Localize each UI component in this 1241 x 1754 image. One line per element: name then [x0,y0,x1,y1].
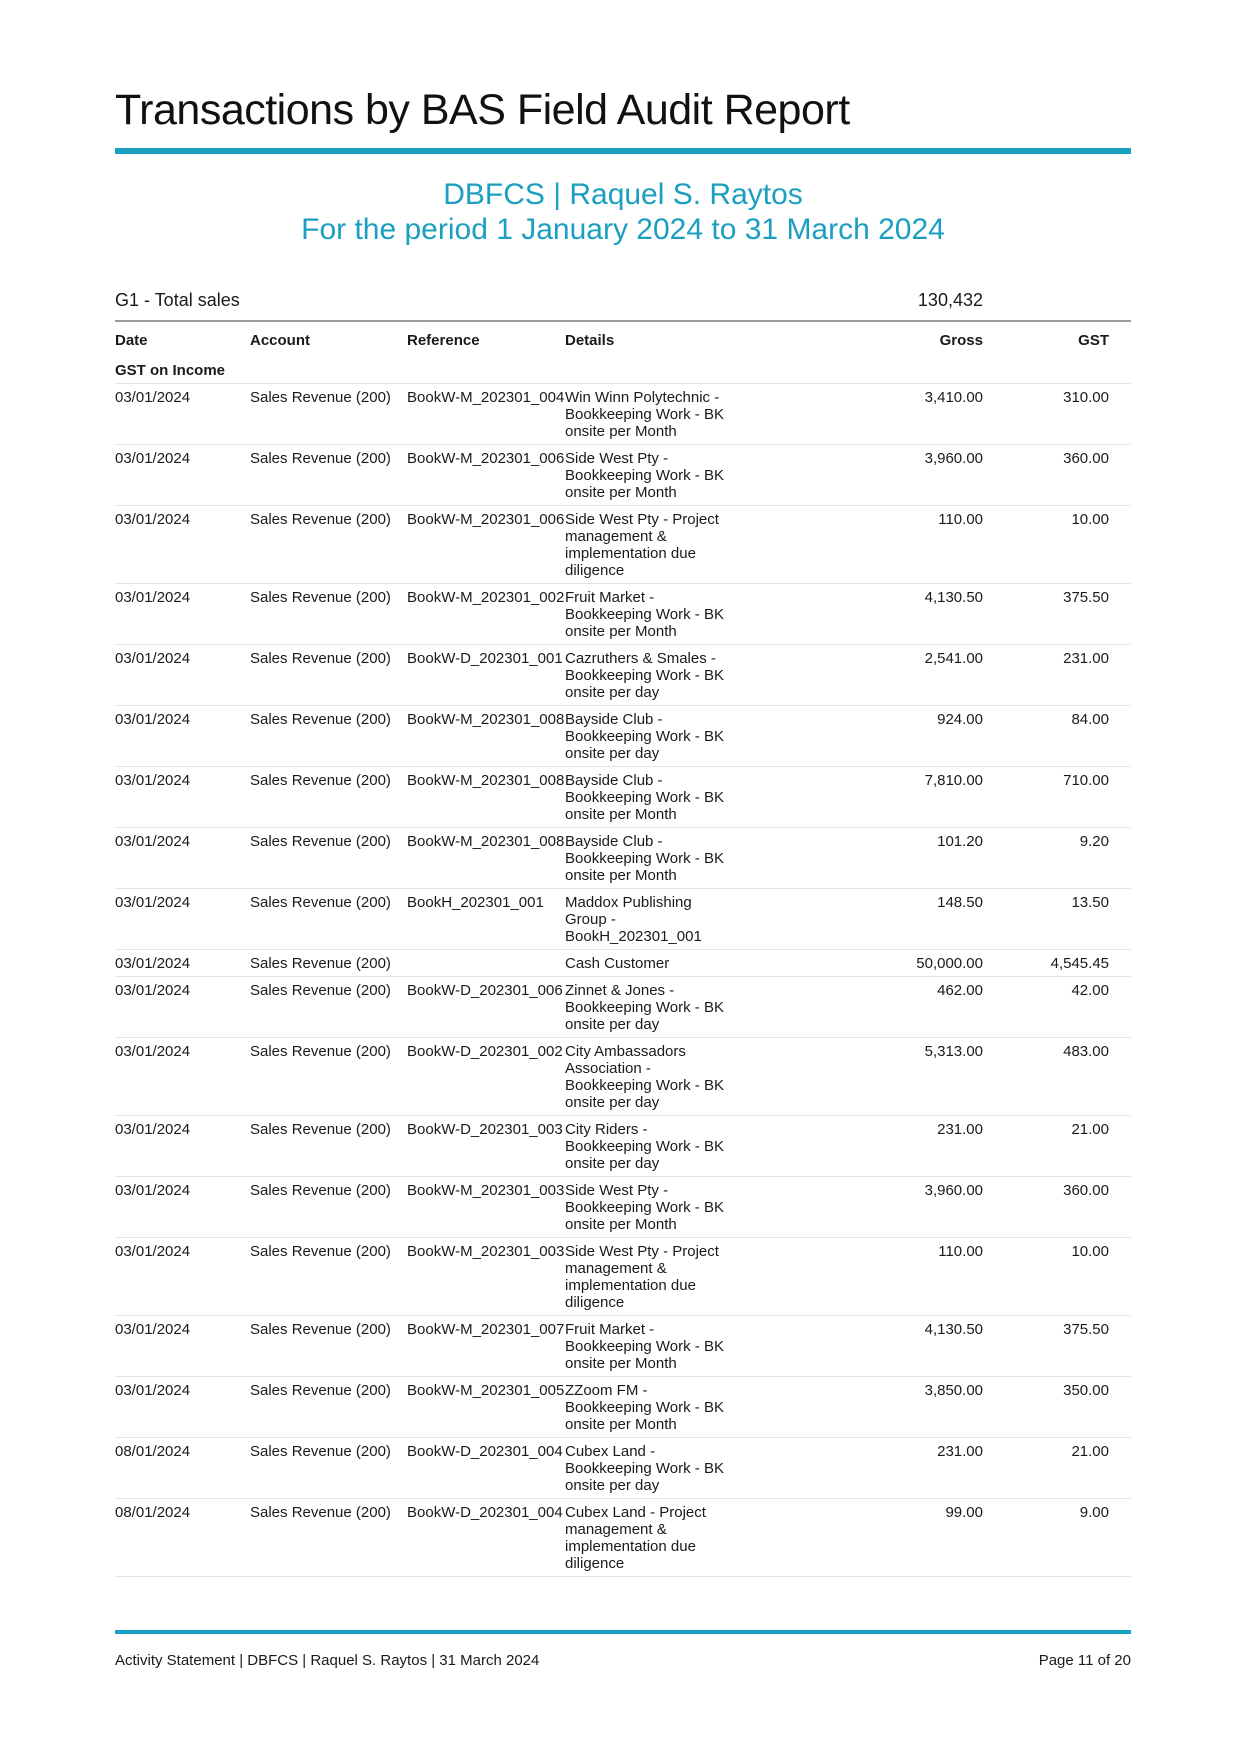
cell-reference: BookW-M_202301_003 [407,1177,565,1238]
cell-gross: 110.00 [735,1238,983,1316]
cell-gst: 231.00 [983,645,1109,706]
cell-date: 03/01/2024 [115,1038,250,1116]
cell-gst: 84.00 [983,706,1109,767]
cell-reference: BookW-D_202301_002 [407,1038,565,1116]
cell-gross: 924.00 [735,706,983,767]
section-label: G1 - Total sales [115,290,240,310]
table-row [115,445,1131,506]
cell-gross: 50,000.00 [735,950,983,977]
cell-details: Side West Pty - Project management & implementation due diligence [565,1238,735,1316]
cell-spacer [1109,767,1131,828]
table-row [115,1316,1131,1377]
cell-spacer [1109,645,1131,706]
cell-account: Sales Revenue (200) [250,1499,407,1577]
cell-gross: 3,960.00 [735,1177,983,1238]
cell-date: 03/01/2024 [115,1116,250,1177]
cell-gross: 5,313.00 [735,1038,983,1116]
table-row [115,1238,1131,1316]
cell-gross: 462.00 [735,977,983,1038]
cell-reference: BookH_202301_001 [407,889,565,950]
cell-reference: BookW-M_202301_008 [407,828,565,889]
cell-gross: 99.00 [735,1499,983,1577]
column-header-date: Date [115,331,148,349]
cell-spacer [1109,1499,1131,1577]
cell-date: 08/01/2024 [115,1499,250,1577]
table-row [115,767,1131,828]
cell-gross: 4,130.50 [735,1316,983,1377]
group-row [115,360,1131,384]
cell-date: 03/01/2024 [115,767,250,828]
cell-spacer [1109,1438,1131,1499]
cell-details: Win Winn Polytechnic - Bookkeeping Work - BK onsite per Month [565,384,735,445]
cell-reference: BookW-D_202301_003 [407,1116,565,1177]
table-row [115,950,1131,977]
cell-gross: 7,810.00 [735,767,983,828]
table-row [115,1377,1131,1438]
cell-date: 03/01/2024 [115,1377,250,1438]
cell-details: ZZoom FM - Bookkeeping Work - BK onsite per Month [565,1377,735,1438]
cell-date: 03/01/2024 [115,1177,250,1238]
cell-gross: 148.50 [735,889,983,950]
cell-gross: 231.00 [735,1438,983,1499]
cell-spacer [1109,445,1131,506]
cell-date: 08/01/2024 [115,1438,250,1499]
transactions-table [115,326,1131,1577]
cell-gst: 350.00 [983,1377,1109,1438]
cell-date: 03/01/2024 [115,950,250,977]
column-header-spacer [1109,326,1131,360]
cell-account: Sales Revenue (200) [250,950,407,977]
cell-reference: BookW-M_202301_007 [407,1316,565,1377]
cell-spacer [1109,584,1131,645]
cell-details: Cash Customer [565,950,735,977]
cell-spacer [1109,1238,1131,1316]
organisation-subtitle: DBFCS | Raquel S. Raytos [443,178,803,211]
cell-spacer [1109,1177,1131,1238]
cell-account: Sales Revenue (200) [250,445,407,506]
cell-details: Cubex Land - Bookkeeping Work - BK onsite per day [565,1438,735,1499]
table-row [115,889,1131,950]
cell-spacer [1109,828,1131,889]
cell-gst: 710.00 [983,767,1109,828]
cell-gst: 360.00 [983,445,1109,506]
cell-gst: 13.50 [983,889,1109,950]
cell-reference: BookW-M_202301_002 [407,584,565,645]
cell-spacer [1109,889,1131,950]
table-row [115,1499,1131,1577]
column-header-account: Account [250,331,310,349]
cell-spacer [1109,1038,1131,1116]
cell-gross: 3,410.00 [735,384,983,445]
cell-account: Sales Revenue (200) [250,828,407,889]
cell-details: Bayside Club - Bookkeeping Work - BK onsite per Month [565,828,735,889]
cell-account: Sales Revenue (200) [250,1377,407,1438]
cell-reference: BookW-D_202301_001 [407,645,565,706]
cell-account: Sales Revenue (200) [250,889,407,950]
cell-gst: 10.00 [983,506,1109,584]
cell-details: Side West Pty - Bookkeeping Work - BK onsite per Month [565,445,735,506]
cell-account: Sales Revenue (200) [250,767,407,828]
footer-statement: Activity Statement | DBFCS | Raquel S. Raytos | 31 March 2024 [115,1652,540,1669]
cell-gross: 4,130.50 [735,584,983,645]
cell-spacer [1109,706,1131,767]
cell-spacer [1109,1116,1131,1177]
cell-reference: BookW-M_202301_006 [407,445,565,506]
cell-gst: 483.00 [983,1038,1109,1116]
table-row [115,1438,1131,1499]
report-title: Transactions by BAS Field Audit Report [115,86,850,134]
cell-details: Bayside Club - Bookkeeping Work - BK onsite per day [565,706,735,767]
cell-gst: 310.00 [983,384,1109,445]
cell-reference: BookW-M_202301_008 [407,706,565,767]
cell-date: 03/01/2024 [115,645,250,706]
cell-details: Cazruthers & Smales - Bookkeeping Work - BK onsite per day [565,645,735,706]
cell-reference: BookW-M_202301_004 [407,384,565,445]
cell-date: 03/01/2024 [115,706,250,767]
cell-account: Sales Revenue (200) [250,384,407,445]
cell-account: Sales Revenue (200) [250,706,407,767]
cell-date: 03/01/2024 [115,1238,250,1316]
cell-spacer [1109,384,1131,445]
cell-gst: 9.00 [983,1499,1109,1577]
cell-details: Fruit Market - Bookkeeping Work - BK onsite per Month [565,1316,735,1377]
cell-spacer [1109,1316,1131,1377]
cell-reference: BookW-M_202301_006 [407,506,565,584]
cell-gst: 21.00 [983,1116,1109,1177]
cell-reference: BookW-M_202301_003 [407,1238,565,1316]
cell-gross: 101.20 [735,828,983,889]
table-row [115,1116,1131,1177]
cell-details: Maddox Publishing Group - BookH_202301_001 [565,889,735,950]
cell-gst: 9.20 [983,828,1109,889]
cell-details: Zinnet & Jones - Bookkeeping Work - BK onsite per day [565,977,735,1038]
table-row [115,384,1131,445]
cell-gst: 360.00 [983,1177,1109,1238]
cell-reference: BookW-D_202301_004 [407,1499,565,1577]
column-header-gst: GST [1078,331,1109,349]
table-row [115,584,1131,645]
cell-details: City Riders - Bookkeeping Work - BK onsite per day [565,1116,735,1177]
cell-reference [407,950,565,977]
group-label: GST on Income [115,360,1131,384]
table-row [115,828,1131,889]
cell-account: Sales Revenue (200) [250,1116,407,1177]
cell-spacer [1109,950,1131,977]
cell-account: Sales Revenue (200) [250,645,407,706]
cell-gst: 10.00 [983,1238,1109,1316]
section-header [115,290,1131,322]
cell-date: 03/01/2024 [115,584,250,645]
cell-gst: 375.50 [983,584,1109,645]
cell-date: 03/01/2024 [115,384,250,445]
cell-gst: 21.00 [983,1438,1109,1499]
cell-account: Sales Revenue (200) [250,1238,407,1316]
cell-details: Cubex Land - Project management & implementation due diligence [565,1499,735,1577]
cell-reference: BookW-D_202301_006 [407,977,565,1038]
cell-gst: 4,545.45 [983,950,1109,977]
cell-details: Fruit Market - Bookkeeping Work - BK onsite per Month [565,584,735,645]
cell-account: Sales Revenue (200) [250,1316,407,1377]
cell-gross: 231.00 [735,1116,983,1177]
column-header-gross: Gross [939,331,983,349]
column-header-details: Details [565,331,615,349]
table-row [115,977,1131,1038]
cell-spacer [1109,1377,1131,1438]
title-divider [115,148,1131,154]
cell-account: Sales Revenue (200) [250,1038,407,1116]
cell-date: 03/01/2024 [115,1316,250,1377]
cell-reference: BookW-D_202301_004 [407,1438,565,1499]
cell-spacer [1109,977,1131,1038]
cell-gst: 375.50 [983,1316,1109,1377]
table-row [115,1038,1131,1116]
cell-details: Side West Pty - Project management & implementation due diligence [565,506,735,584]
cell-spacer [1109,506,1131,584]
cell-account: Sales Revenue (200) [250,1177,407,1238]
table-row [115,506,1131,584]
cell-account: Sales Revenue (200) [250,1438,407,1499]
cell-reference: BookW-M_202301_005 [407,1377,565,1438]
table-header-row [115,326,1131,360]
cell-gst: 42.00 [983,977,1109,1038]
page-number: Page 11 of 20 [1038,1652,1131,1669]
section-total: 130,432 [917,290,983,310]
table-row [115,1177,1131,1238]
cell-account: Sales Revenue (200) [250,506,407,584]
column-header-reference: Reference [407,331,480,349]
cell-reference: BookW-M_202301_008 [407,767,565,828]
table-row [115,706,1131,767]
cell-gross: 110.00 [735,506,983,584]
footer-divider [115,1630,1131,1634]
cell-details: Side West Pty - Bookkeeping Work - BK onsite per Month [565,1177,735,1238]
cell-gross: 2,541.00 [735,645,983,706]
cell-account: Sales Revenue (200) [250,977,407,1038]
cell-account: Sales Revenue (200) [250,584,407,645]
cell-date: 03/01/2024 [115,506,250,584]
cell-date: 03/01/2024 [115,977,250,1038]
cell-gross: 3,960.00 [735,445,983,506]
cell-date: 03/01/2024 [115,445,250,506]
period-subtitle: For the period 1 January 2024 to 31 March 2024 [301,213,945,246]
cell-date: 03/01/2024 [115,828,250,889]
table-row [115,645,1131,706]
cell-details: Bayside Club - Bookkeeping Work - BK onsite per Month [565,767,735,828]
cell-gross: 3,850.00 [735,1377,983,1438]
cell-details: City Ambassadors Association - Bookkeeping Work - BK onsite per day [565,1038,735,1116]
cell-date: 03/01/2024 [115,889,250,950]
